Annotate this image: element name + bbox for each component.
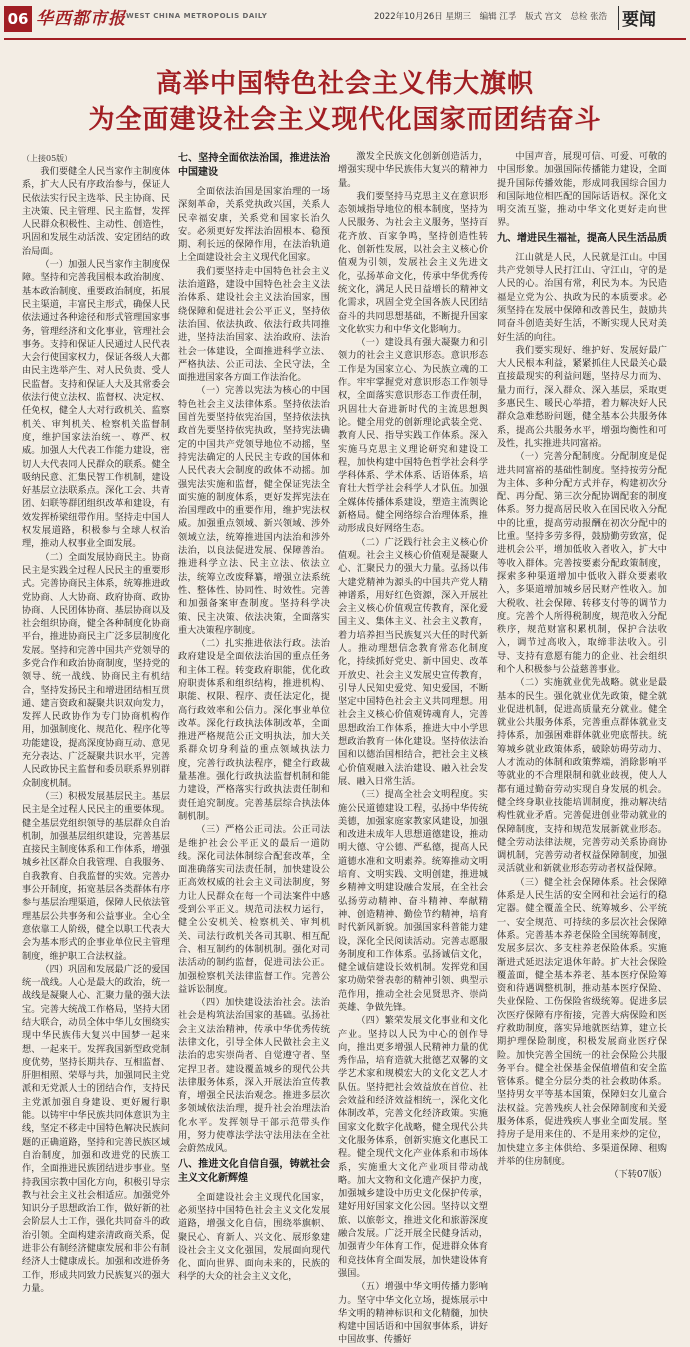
paragraph: （四）繁荣发展文化事业和文化产业。坚持以人民为中心的创作导向，推出更多增强人民精神力量的优秀作品，培育造就大批德艺双馨的文学艺术家和规模宏大的文化文艺人才队伍。坚持把社会效益放在首位、社会效益和经济效益相统一，深化文化体制改革，完善文化经济政策。实施国家文化数字化战略，健全现代公共文化服务体系，创新实施文化惠民工程。健全现代文化产业体系和市场体系，实施重大文化产业项目带动战略。加大文物和文化遗产保护力度，加强城乡建设中历史文化保护传承，建好用好国家文化公园。坚持以文塑旅、以旅彰文，推进文化和旅游深度融合发展。广泛开展全民健身活动，加强青少年体育工作，促进群众体育和竞技体育全面发展，加快建设体育强国。 xyxy=(338,1015,488,1279)
editor-credit: 编辑 江孚 xyxy=(479,12,517,22)
paragraph: （五）增强中华文明传播力影响力。坚守中华文化立场，提炼展示中华文明的精神标识和文化精髓，加快构建中国话语和中国叙事体系，讲好中国故事、传播好 xyxy=(338,1281,488,1346)
main-headline xyxy=(0,66,690,138)
issue-date: 2022年10月26日 星期三 xyxy=(374,12,471,22)
article-column-3 xyxy=(338,150,488,1346)
page-header xyxy=(0,0,690,44)
section-heading-7: 七、坚持全面依法治国，推进法治中国建设 xyxy=(178,153,330,178)
header-rule xyxy=(4,38,686,40)
page-number: 06 xyxy=(4,6,32,32)
paragraph: 全面依法治国是国家治理的一场深刻革命，关系党执政兴国，关系人民幸福安康，关系党和国家长治久安。必须更好发挥法治固根本、稳预期、利长远的保障作用，在法治轨道上全面建设社会主义现代化国家。 xyxy=(178,186,330,264)
paragraph: （三）健全社会保障体系。社会保障体系是人民生活的安全网和社会运行的稳定器。健全覆盖全民、统筹城乡、公平统一、安全规范、可持续的多层次社会保障体系。完善基本养老保险全国统筹制度，发展多层次、多支柱养老保险体系。实施渐进式延迟法定退休年龄。扩大社会保险覆盖面，健全基本养老、基本医疗保险筹资和待遇调整机制，推动基本医疗保险、失业保险、工伤保险省级统筹。促进多层次医疗保障有序衔接，完善大病保险和医疗救助制度，落实异地就医结算，建立长期护理保险制度，积极发展商业医疗保险。加快完善全国统一的社会保险公共服务平台。健全社保基金保值增值和安全监管体系。健全分层分类的社会救助体系。坚持男女平等基本国策，保障妇女儿童合法权益。完善残疾人社会保障制度和关爱服务体系，促进残疾人事业全面发展。坚持房子是用来住的、不是用来炒的定位，加快建立多主体供给、多渠道保障、租购并举的住房制度。 xyxy=(497,876,667,1167)
headline-line-2: 为全面建设社会主义现代化国家而团结奋斗 xyxy=(88,105,602,135)
continued-from: （上接05版） xyxy=(22,154,73,163)
header-divider xyxy=(618,6,619,30)
paragraph: （一）加强人民当家作主制度保障。坚持和完善我国根本政治制度、基本政治制度、重要政治制度，拓展民主渠道，丰富民主形式，确保人民依法通过各种途径和形式管理国家事务，管理经济和文化事业，管理社会事务。支持和保证人民通过人民代表大会行使国家权力，保证各级人大都由民主选举产生、对人民负责、受人民监督。支持和保证人大及其常委会依法行使立法权、监督权、决定权、任免权，健全人大对行政机关、监察机关、审判机关、检察机关监督制度，维护国家法治统一、尊严、权威。加强人大代表工作能力建设，密切人大代表同人民群众的联系。健全吸纳民意、汇集民智工作机制，建设好基层立法联系点。深化工会、共青团、妇联等群团组织改革和建设，有效发挥桥梁纽带作用。坚持走中国人权发展道路，积极参与全球人权治理，推动人权事业全面发展。 xyxy=(22,259,170,550)
paragraph: （一）完善以宪法为核心的中国特色社会主义法律体系。坚持依法治国首先要坚持依宪治国，坚持依法执政首先要坚持依宪执政，坚持宪法确定的中国共产党领导地位不动摇，坚持宪法确定的人民民主专政的国体和人民代表大会制度的政体不动摇。加强宪法实施和监督，健全保证宪法全面实施的制度体系，更好发挥宪法在治国理政中的重要作用，维护宪法权威。加强重点领域、新兴领域、涉外领域立法，统筹推进国内法治和涉外法治，以良法促进发展、保障善治。推进科学立法、民主立法、依法立法，统筹立改废释纂，增强立法系统性、整体性、协同性、时效性。完善和加强备案审查制度。坚持科学决策、民主决策、依法决策，全面落实重大决策程序制度。 xyxy=(178,385,330,636)
section-name: 要闻 xyxy=(622,10,656,30)
paragraph: （四）巩固和发展最广泛的爱国统一战线。人心是最大的政治，统一战线是凝聚人心、汇聚力量的强大法宝。完善大统战工作格局，坚持大团结大联合，动员全体中华儿女围绕实现中华民族伟大复兴中国梦一起来想、一起来干。发挥我国新型政党制度优势，坚持长期共存、互相监督、肝胆相照、荣辱与共，加强同民主党派和无党派人士的团结合作，支持民主党派加强自身建设、更好履行职能。以铸牢中华民族共同体意识为主线，坚定不移走中国特色解决民族问题的正确道路，坚持和完善民族区域自治制度，加强和改进党的民族工作，全面推进民族团结进步事业。坚持我国宗教中国化方向，积极引导宗教与社会主义社会相适应。加强党外知识分子思想政治工作，做好新的社会阶层人士工作，强化共同奋斗的政治引领。全面构建亲清政商关系，促进非公有制经济健康发展和非公有制经济人士健康成长。加强和改进侨务工作，形成共同致力民族复兴的强大力量。 xyxy=(22,963,170,1294)
section-heading-9: 九、增进民生福祉，提高人民生活品质 xyxy=(497,232,667,244)
paragraph: （三）积极发展基层民主。基层民主是全过程人民民主的重要体现。健全基层党组织领导的基层群众自治机制，加强基层组织建设，完善基层直接民主制度体系和工作体系，增强城乡社区群众自我管理、自我服务、自我教育、自我监督的实效。完善办事公开制度，拓宽基层各类群体有序参与基层治理渠道，保障人民依法管理基层公共事务和公益事业。全心全意依靠工人阶级，健全以职工代表大会为基本形式的企事业单位民主管理制度，维护职工合法权益。 xyxy=(22,790,170,962)
paragraph: （二）扎实推进依法行政。法治政府建设是全面依法治国的重点任务和主体工程。转变政府职能，优化政府职责体系和组织结构，推进机构、职能、权限、程序、责任法定化，提高行政效率和公信力。深化事业单位改革。深化行政执法体制改革，全面推进严格规范公正文明执法，加大关系群众切身利益的重点领域执法力度，完善行政执法程序，健全行政裁量基准。强化行政执法监督机制和能力建设，严格落实行政执法责任制和责任追究制度。完善基层综合执法体制机制。 xyxy=(178,638,330,822)
continued-to: （下转07版） xyxy=(609,1169,667,1181)
paragraph: （二）全面发展协商民主。协商民主是实践全过程人民民主的重要形式。完善协商民主体系，统筹推进政党协商、人大协商、政府协商、政协协商、人民团体协商、基层协商以及社会组织协商，健全各种制度化协商平台，推进协商民主广泛多层制度化发展。坚持和完善中国共产党领导的多党合作和政治协商制度，坚持党的领导、统一战线、协商民主有机结合，坚持发扬民主和增进团结相互贯通、建言资政和凝聚共识双向发力，发挥人民政协作为专门协商机构作用，加强制度化、规范化、程序化等功能建设，提高深度协商互动、意见充分表达、广泛凝聚共识水平，完善人民政协民主监督和委员联系界别群众制度机制。 xyxy=(22,551,170,789)
article-column-4 xyxy=(497,150,667,1181)
designer-credit: 版式 宫文 xyxy=(525,12,562,22)
section-heading-8: 八、推进文化自信自强，铸就社会主义文化新辉煌 xyxy=(178,1158,330,1184)
article-column-1 xyxy=(22,165,170,1294)
paragraph: （二）广泛践行社会主义核心价值观。社会主义核心价值观是凝聚人心、汇聚民力的强大力量。弘扬以伟大建党精神为源头的中国共产党人精神谱系，用好红色资源，深入开展社会主义核心价值观宣传教育，深化爱国主义、集体主义、社会主义教育，着力培养担当民族复兴大任的时代新人。推动理想信念教育常态化制度化，持续抓好党史、新中国史、改革开放史、社会主义发展史宣传教育，引导人民知史爱党、知史爱国，不断坚定中国特色社会主义共同理想。用社会主义核心价值观铸魂育人，完善思想政治工作体系，推进大中小学思想政治教育一体化建设。坚持依法治国和以德治国相结合，把社会主义核心价值观融入法治建设、融入社会发展、融入日常生活。 xyxy=(338,536,488,787)
paragraph: （一）完善分配制度。分配制度是促进共同富裕的基础性制度。坚持按劳分配为主体、多种分配方式并存，构建初次分配、再分配、第三次分配协调配套的制度体系。努力提高居民收入在国民收入分配中的比重，提高劳动报酬在初次分配中的比重。坚持多劳多得，鼓励勤劳致富，促进机会公平，增加低收入者收入，扩大中等收入群体。完善按要素分配政策制度，探索多种渠道增加中低收入群众要素收入，多渠道增加城乡居民财产性收入。加大税收、社会保障、转移支付等的调节力度。完善个人所得税制度，规范收入分配秩序，规范财富积累机制，保护合法收入，调节过高收入，取缔非法收入。引导、支持有意愿有能力的企业、社会组织和个人积极参与公益慈善事业。 xyxy=(497,451,667,675)
paragraph: （一）建设具有强大凝聚力和引领力的社会主义意识形态。意识形态工作是为国家立心、为民族立魂的工作。牢牢掌握党对意识形态工作领导权，全面落实意识形态工作责任制，巩固壮大奋进新时代的主流思想舆论。健全用党的创新理论武装全党、教育人民、指导实践工作体系。深入实施马克思主义理论研究和建设工程，加快构建中国特色哲学社会科学学科体系、学术体系、话语体系，培育壮大哲学社会科学人才队伍。加强全媒体传播体系建设，塑造主流舆论新格局。健全网络综合治理体系，推动形成良好网络生态。 xyxy=(338,337,488,535)
proof-credit: 总检 张浩 xyxy=(570,12,608,22)
masthead-logo: 华西都市报 xyxy=(36,9,126,29)
paragraph: （四）加快建设法治社会。法治社会是构筑法治国家的基础。弘扬社会主义法治精神，传承中华优秀传统法律文化，引导全体人民做社会主义法治的忠实崇尚者、自觉遵守者、坚定捍卫者。建设覆盖城乡的现代公共法律服务体系，深入开展法治宣传教育，增强全民法治观念。推进多层次多领域依法治理，提升社会治理法治化水平。发挥领导干部示范带头作用，努力使尊法学法守法用法在全社会蔚然成风。 xyxy=(178,997,330,1155)
paragraph: （二）实施就业优先战略。就业是最基本的民生。强化就业优先政策，健全就业促进机制，促进高质量充分就业。健全就业公共服务体系，完善重点群体就业支持体系，加强困难群体就业兜底帮扶。统筹城乡就业政策体系，破除妨碍劳动力、人才流动的体制和政策弊端，消除影响平等就业的不合理限制和就业歧视，使人人都有通过勤奋劳动实现自身发展的机会。健全终身职业技能培训制度，推动解决结构性就业矛盾。完善促进创业带动就业的保障制度，支持和规范发展新就业形态。健全劳动法律法规，完善劳动关系协商协调机制，完善劳动者权益保障制度，加强灵活就业和新就业形态劳动者权益保障。 xyxy=(497,677,667,875)
paragraph: 我们要实现好、维护好、发展好最广大人民根本利益，紧紧抓住人民最关心最直接最现实的利益问题，坚持尽力而为、量力而行，深入群众、深入基层，采取更多惠民生、暖民心举措，着力解决好人民群众急难愁盼问题，健全基本公共服务体系，提高公共服务水平，增强均衡性和可及性，扎实推进共同富裕。 xyxy=(497,344,667,449)
paragraph: （三）提高全社会文明程度。实施公民道德建设工程，弘扬中华传统美德，加强家庭家教家风建设，加强和改进未成年人思想道德建设，推动明大德、守公德、严私德，提高人民道德水准和文明素养。统筹推动文明培育、文明实践、文明创建，推进城乡精神文明建设融合发展，在全社会弘扬劳动精神、奋斗精神、奉献精神、创造精神、勤俭节约精神，培育时代新风新貌。加强国家科普能力建设，深化全民阅读活动。完善志愿服务制度和工作体系。弘扬诚信文化，健全诚信建设长效机制。发挥党和国家功勋荣誉表彰的精神引领、典型示范作用，推动全社会见贤思齐、崇尚英雄、争做先锋。 xyxy=(338,789,488,1013)
paragraph: （三）严格公正司法。公正司法是维护社会公平正义的最后一道防线。深化司法体制综合配套改革，全面准确落实司法责任制，加快建设公正高效权威的社会主义司法制度，努力让人民群众在每一个司法案件中感受到公平正义。规范司法权力运行，健全公安机关、检察机关、审判机关、司法行政机关各司其职、相互配合、相互制约的体制机制。强化对司法活动的制约监督，促进司法公正。加强检察机关法律监督工作。完善公益诉讼制度。 xyxy=(178,824,330,995)
paragraph: 激发全民族文化创新创造活力，增强实现中华民族伟大复兴的精神力量。 xyxy=(338,151,488,189)
paragraph: 我们要健全人民当家作主制度体系，扩大人民有序政治参与，保证人民依法实行民主选举、民主协商、民主决策、民主管理、民主监督，发挥人民群众积极性、主动性、创造性，巩固和发展生动活泼、安定团结的政治局面。 xyxy=(22,166,170,257)
article-column-2 xyxy=(178,150,330,1283)
paragraph: 中国声音，展现可信、可爱、可敬的中国形象。加强国际传播能力建设，全面提升国际传播效能，形成同我国综合国力和国际地位相匹配的国际话语权。深化文明交流互鉴，推动中华文化更好走向世界。 xyxy=(497,151,667,229)
issue-info xyxy=(374,10,613,22)
masthead-english: WEST CHINA METROPOLIS DAILY xyxy=(126,12,268,20)
paragraph: 江山就是人民，人民就是江山。中国共产党领导人民打江山、守江山，守的是人民的心。治国有常，利民为本。为民造福是立党为公、执政为民的本质要求。必须坚持在发展中保障和改善民生，鼓励共同奋斗创造美好生活，不断实现人民对美好生活的向往。 xyxy=(497,251,667,343)
paragraph: 我们要坚持马克思主义在意识形态领域指导地位的根本制度，坚持为人民服务、为社会主义服务，坚持百花齐放、百家争鸣，坚持创造性转化、创新性发展，以社会主义核心价值观为引领，发展社会主义先进文化，弘扬革命文化，传承中华优秀传统文化，满足人民日益增长的精神文化需求，巩固全党全国各族人民团结奋斗的共同思想基础，不断提升国家文化软实力和中华文化影响力。 xyxy=(338,190,488,335)
paragraph: 我们要坚持走中国特色社会主义法治道路，建设中国特色社会主义法治体系、建设社会主义法治国家，围绕保障和促进社会公平正义，坚持依法治国、依法执政、依法行政共同推进，坚持法治国家、法治政府、法治社会一体建设，全面推进科学立法、严格执法、公正司法、全民守法，全面推进国家各方面工作法治化。 xyxy=(178,265,330,384)
paragraph: 全面建设社会主义现代化国家，必须坚持中国特色社会主义文化发展道路，增强文化自信，围绕举旗帜、聚民心、育新人、兴文化、展形象建设社会主义文化强国，发展面向现代化、面向世界、面向未来的，民族的科学的大众的社会主义文化， xyxy=(178,1191,330,1283)
headline-line-1: 高举中国特色社会主义伟大旗帜 xyxy=(155,69,534,99)
